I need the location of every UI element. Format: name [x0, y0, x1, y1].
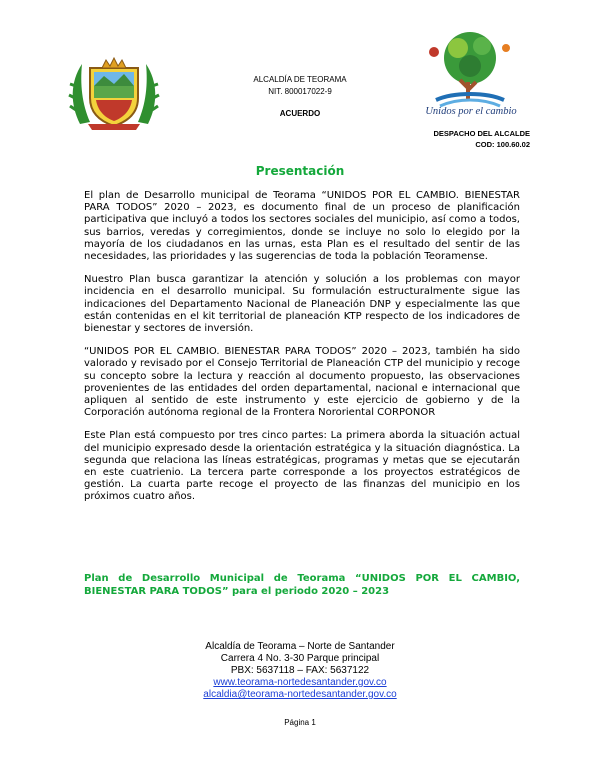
- despacho-block: [400, 128, 530, 150]
- document-type: ACUERDO: [279, 109, 321, 118]
- document-footer: [0, 641, 600, 701]
- footer-phone-line: PBX: 5637118 – FAX: 5637122: [230, 665, 370, 676]
- email-link[interactable]: alcaldia@teorama-nortedesantander.gov.co: [203, 689, 397, 700]
- closing-statement: Plan de Desarrollo Municipal de Teorama “UNIDOS POR EL CAMBIO, BIENESTAR PARA TODOS” para el periodo 2020 – 2023: [84, 573, 520, 597]
- office-name: ALCALDÍA DE TEORAMA: [253, 75, 347, 84]
- document-header: [0, 0, 600, 160]
- footer-street-line: Carrera 4 No. 3-30 Parque principal: [220, 653, 380, 664]
- despacho-label: DESPACHO DEL ALCALDE: [433, 129, 530, 138]
- header-office-block: [210, 74, 390, 120]
- page-number: Página 1: [284, 718, 316, 727]
- website-link[interactable]: www.teorama-nortedesantander.gov.co: [213, 677, 387, 688]
- paragraph: Nuestro Plan busca garantizar la atención y solución a los problemas con mayor incidencia en el desarrollo municipal. Su formulación estructuralmente sigue las indicaciones del Departamento Nacional de Planeación DNP y especialmente las que están contenidas en el kit territorial de planeación KTP respecto de los indicadores de bienestar y sectores de inversión.: [84, 274, 520, 335]
- footer-address-line: Alcaldía de Teorama – Norte de Santander: [205, 641, 395, 652]
- municipal-crest-icon: [66, 54, 162, 132]
- logo-caption: Unidos por el cambio: [425, 106, 517, 117]
- paragraph: El plan de Desarrollo municipal de Teorama “UNIDOS POR EL CAMBIO. BIENESTAR PARA TODOS” 2020 – 2023, es documento final de un proceso de planificación participativa que incluyó a todos los sectores sociales del municipio, así como a todos, sus barrios, veredas y corregimientos, donde se incluye no solo lo elegido por la mayoría de los ciudadanos en las urnas, esta Plan es el resultado del sentir de las necesidades, las prioridades y las sugerencias de toda la población Teoramense.: [84, 190, 520, 263]
- document-code: COD: 100.60.02: [475, 140, 530, 149]
- section-title: Presentación: [255, 164, 345, 178]
- document-body: [84, 190, 520, 515]
- nit-number: NIT. 800017022-9: [268, 87, 332, 96]
- paragraph: Este Plan está compuesto por tres cinco partes: La primera aborda la situación actual del municipio expresado desde la orientación estratégica y la situación diagnóstica. La segunda que relaciona las líneas estratégicas, programas y metas que se ejecutarán en este cuatrienio. La tercera parte corresponde a los proyectos estratégicos de gestión. La cuarta parte recoge el proyecto de las finanzas del municipio en los próximos cuatro años.: [84, 430, 520, 503]
- paragraph: “UNIDOS POR EL CAMBIO. BIENESTAR PARA TODOS” 2020 – 2023, también ha sido valorado y revisado por el Consejo Territorial de Planeación CTP del municipio y recoge su concepto sobre la lectura y reacción al documento propuesto, las observaciones provenientes de las entidades del orden departamental, nacional e internacional que apliquen al sentido de este instrumento y este ejercicio de gobierno y de la Corporación autónoma regional de la Frontera Nororiental CORPONOR: [84, 346, 520, 419]
